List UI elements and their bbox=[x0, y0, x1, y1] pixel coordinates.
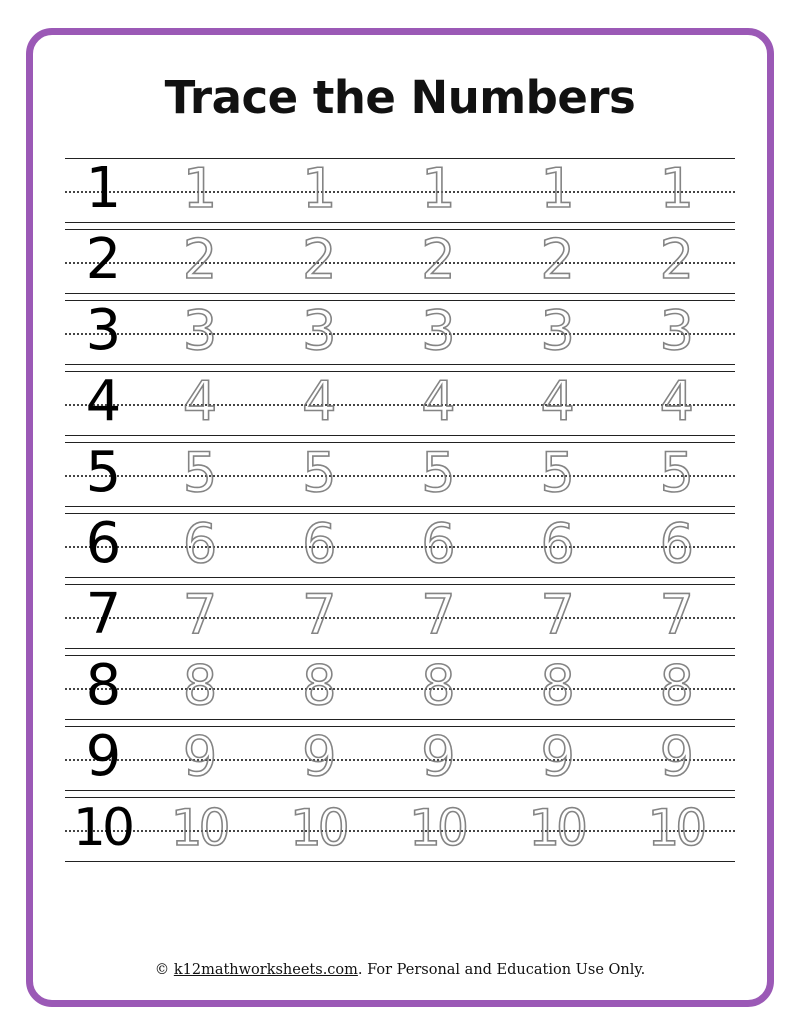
trace-glyph: 4 bbox=[421, 369, 453, 433]
trace-glyph: 9 bbox=[182, 724, 215, 788]
model-number bbox=[65, 722, 139, 793]
trace-glyph: 10 bbox=[647, 798, 704, 857]
trace-glyph: 7 bbox=[182, 582, 215, 646]
trace-glyph: 6 bbox=[421, 511, 453, 575]
site-link[interactable]: k12mathworksheets.com bbox=[173, 962, 358, 978]
trace-glyph: 3 bbox=[421, 298, 453, 362]
trace-glyph: 4 bbox=[540, 369, 572, 433]
model-number bbox=[65, 225, 139, 296]
model-number-glyph: 9 bbox=[85, 723, 119, 789]
trace-slots bbox=[139, 651, 735, 722]
trace-glyph: 3 bbox=[659, 298, 692, 362]
trace-glyph: 2 bbox=[421, 227, 453, 291]
tracing-row-6 bbox=[65, 509, 735, 580]
trace-slots bbox=[139, 367, 735, 438]
trace-glyph: 10 bbox=[289, 798, 346, 857]
trace-glyph: 6 bbox=[659, 511, 692, 575]
trace-slots bbox=[139, 296, 735, 367]
model-number bbox=[65, 793, 139, 864]
trace-glyph: 7 bbox=[659, 582, 692, 646]
model-number-glyph: 2 bbox=[85, 226, 119, 292]
model-number-glyph: 4 bbox=[85, 368, 119, 434]
trace-glyph: 1 bbox=[182, 156, 215, 220]
trace-glyph: 7 bbox=[302, 582, 334, 646]
trace-glyph: 9 bbox=[659, 724, 692, 788]
trace-glyph: 5 bbox=[421, 440, 453, 504]
trace-glyph: 1 bbox=[421, 156, 453, 220]
trace-slots bbox=[139, 580, 735, 651]
trace-glyph: 4 bbox=[182, 369, 215, 433]
trace-glyph: 8 bbox=[302, 653, 334, 717]
tracing-row-1 bbox=[65, 154, 735, 225]
tracing-row-4 bbox=[65, 367, 735, 438]
trace-glyph: 7 bbox=[421, 582, 453, 646]
trace-glyph: 10 bbox=[170, 798, 227, 857]
trace-glyph: 10 bbox=[528, 798, 584, 857]
trace-glyph: 9 bbox=[540, 724, 572, 788]
model-number bbox=[65, 580, 139, 651]
trace-glyph: 5 bbox=[182, 440, 215, 504]
worksheet-border-frame bbox=[26, 28, 774, 1007]
tracing-row-8 bbox=[65, 651, 735, 722]
trace-slots bbox=[139, 509, 735, 580]
trace-glyph: 1 bbox=[659, 156, 692, 220]
trace-glyph: 2 bbox=[540, 227, 572, 291]
tracing-rows bbox=[51, 132, 749, 952]
trace-slots bbox=[139, 438, 735, 509]
model-number bbox=[65, 509, 139, 580]
model-number-glyph: 3 bbox=[85, 297, 119, 363]
usage-notice: . For Personal and Education Use Only. bbox=[357, 962, 646, 978]
model-number bbox=[65, 154, 139, 225]
trace-glyph: 2 bbox=[302, 227, 334, 291]
model-number bbox=[65, 438, 139, 509]
trace-slots bbox=[139, 793, 735, 864]
trace-glyph: 1 bbox=[540, 156, 572, 220]
trace-glyph: 5 bbox=[302, 440, 334, 504]
trace-glyph: 10 bbox=[409, 798, 465, 857]
model-number bbox=[65, 651, 139, 722]
trace-glyph: 2 bbox=[182, 227, 215, 291]
page-title: Trace the Numbers bbox=[164, 71, 636, 124]
trace-glyph: 5 bbox=[540, 440, 572, 504]
trace-glyph: 6 bbox=[182, 511, 215, 575]
copyright-symbol: © bbox=[154, 962, 170, 978]
model-number-glyph: 10 bbox=[72, 797, 132, 858]
trace-glyph: 7 bbox=[540, 582, 572, 646]
tracing-row-3 bbox=[65, 296, 735, 367]
tracing-row-7 bbox=[65, 580, 735, 651]
tracing-row-10 bbox=[65, 793, 735, 864]
tracing-row-2 bbox=[65, 225, 735, 296]
model-number bbox=[65, 367, 139, 438]
trace-glyph: 8 bbox=[540, 653, 572, 717]
model-number-glyph: 1 bbox=[85, 155, 119, 221]
trace-slots bbox=[139, 225, 735, 296]
model-number bbox=[65, 296, 139, 367]
trace-glyph: 8 bbox=[421, 653, 453, 717]
model-number-glyph: 5 bbox=[85, 439, 119, 505]
tracing-row-5 bbox=[65, 438, 735, 509]
trace-glyph: 3 bbox=[540, 298, 572, 362]
trace-glyph: 4 bbox=[659, 369, 692, 433]
trace-glyph: 8 bbox=[182, 653, 215, 717]
trace-slots bbox=[139, 154, 735, 225]
trace-glyph: 4 bbox=[302, 369, 334, 433]
tracing-row-9 bbox=[65, 722, 735, 793]
trace-glyph: 6 bbox=[302, 511, 334, 575]
trace-glyph: 1 bbox=[302, 156, 334, 220]
trace-glyph: 9 bbox=[421, 724, 453, 788]
trace-glyph: 3 bbox=[302, 298, 334, 362]
trace-glyph: 9 bbox=[302, 724, 334, 788]
footer-credit bbox=[51, 952, 749, 990]
trace-glyph: 3 bbox=[182, 298, 215, 362]
trace-glyph: 2 bbox=[659, 227, 692, 291]
trace-glyph: 6 bbox=[540, 511, 572, 575]
trace-glyph: 8 bbox=[659, 653, 692, 717]
trace-slots bbox=[139, 722, 735, 793]
model-number-glyph: 8 bbox=[85, 652, 119, 718]
model-number-glyph: 6 bbox=[85, 510, 119, 576]
trace-glyph: 5 bbox=[659, 440, 692, 504]
model-number-glyph: 7 bbox=[85, 581, 119, 647]
